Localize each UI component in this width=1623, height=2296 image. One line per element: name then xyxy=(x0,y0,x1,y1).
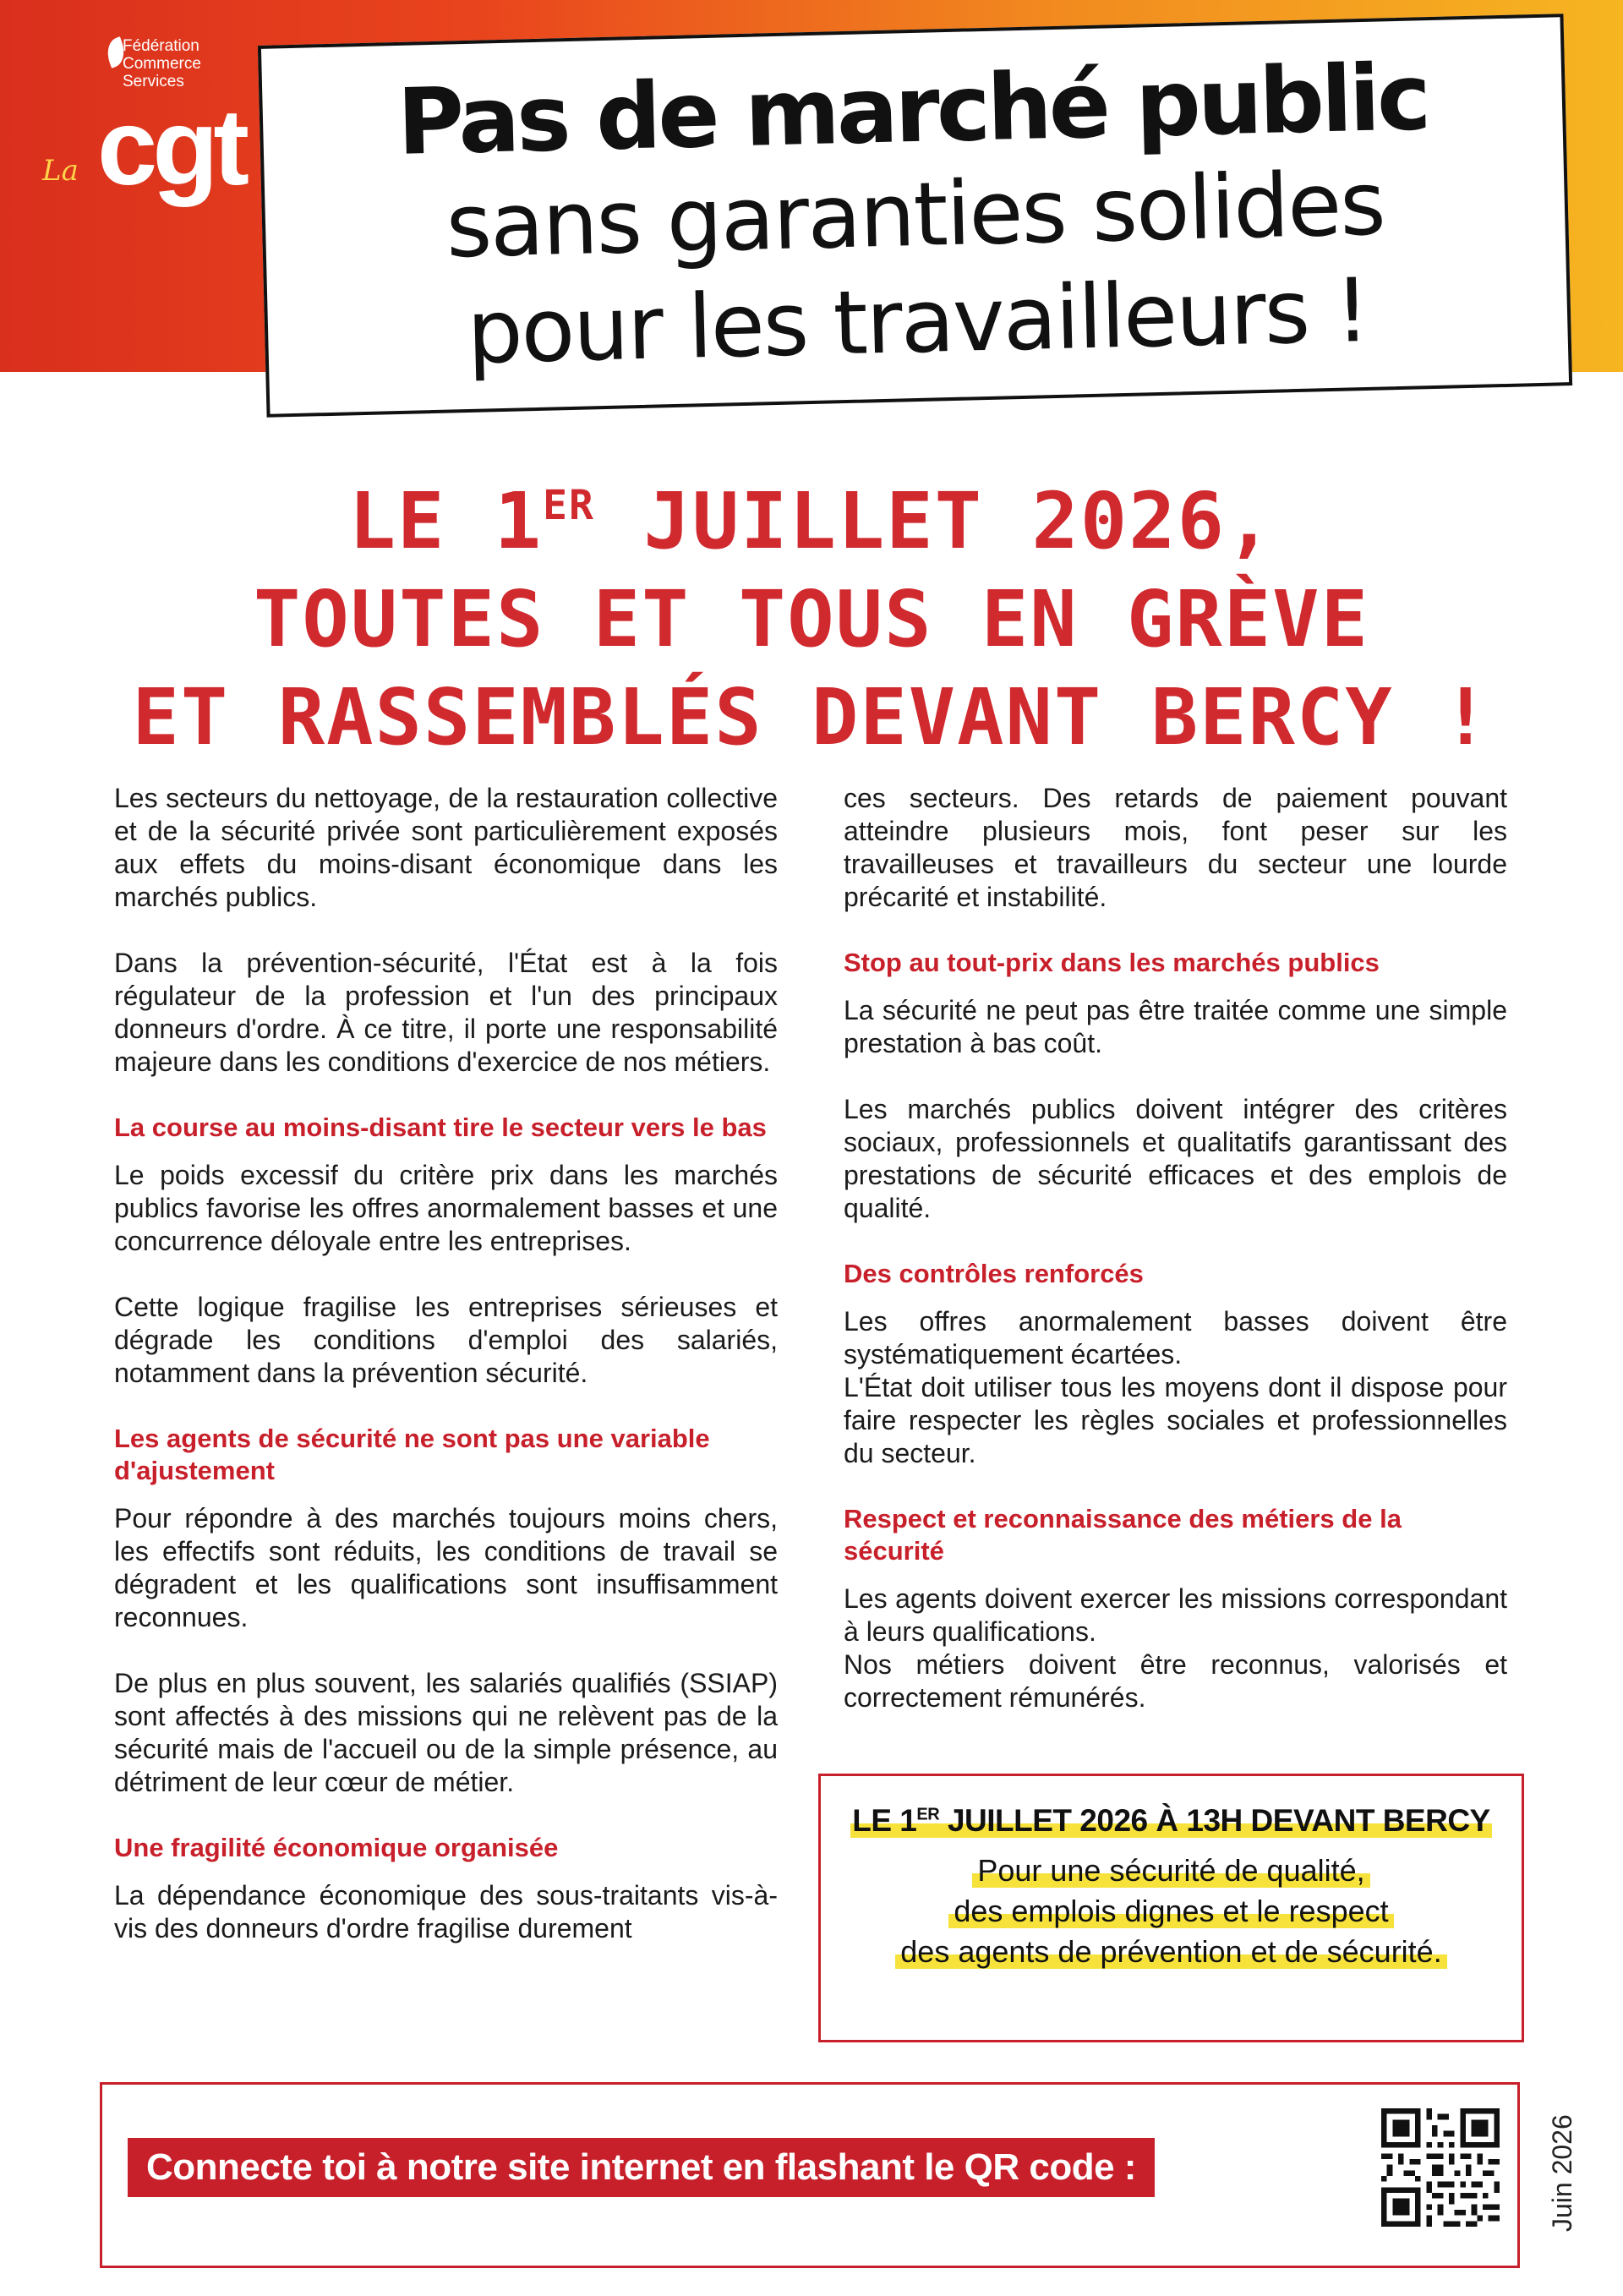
paragraph: Le poids excessif du critère prix dans les marchés publics favorise les offres anormalement basses et une concurrence déloyale entre les entreprises. xyxy=(114,1160,778,1256)
rally-callout xyxy=(818,1774,1524,2042)
section-heading: Respect et reconnaissance des métiers de la sécurité xyxy=(844,1504,1402,1566)
right-column xyxy=(844,782,1507,1747)
title-line-3: pour les travailleurs ! xyxy=(466,258,1370,384)
paragraph: La sécurité ne peut pas être traitée comme une simple prestation à bas coût. xyxy=(844,995,1507,1058)
strike-line-2: TOUTES ET TOUS EN GRÈVE xyxy=(254,574,1369,664)
callout-line-2: des emplois dignes et le respect xyxy=(948,1894,1393,1928)
strike-headline xyxy=(0,456,1623,767)
callout-heading: LE 1ER JUILLET 2026 À 13H DEVANT BERCY xyxy=(852,1803,1490,1838)
strike-line-1: LE 1ER JUILLET 2026, xyxy=(348,476,1275,566)
callout-text xyxy=(821,1850,1522,1972)
paragraph: Les secteurs du nettoyage, de la restauration collective et de la sécurité privée sont particulièrement exposés aux effets du moins-disant économique dans les marchés publics. xyxy=(114,783,778,912)
paragraph: Les agents doivent exercer les missions correspondant à leurs qualifications. xyxy=(844,1583,1507,1647)
section-heading: Une fragilité économique organisée xyxy=(114,1833,559,1862)
paragraph: Dans la prévention-sécurité, l'État est à la fois régulateur de la profession et l'un des principaux donneurs d'ordre. À ce titre, il porte une responsabilité majeure dans les conditions d'exercice de nos métiers. xyxy=(114,948,778,1077)
section-heading: Les agents de sécurité ne sont pas une variable d'ajustement xyxy=(114,1424,710,1485)
callout-line-1: Pour une sécurité de qualité, xyxy=(972,1853,1369,1888)
qr-cta: Connecte toi à notre site internet en flashant le QR code : xyxy=(128,2138,1155,2197)
paragraph: Pour répondre à des marchés toujours moins chers, les effectifs sont réduits, les conditions de travail se dégradent et les qualifications sont insuffisamment reconnues. xyxy=(114,1503,778,1632)
callout-line-3: des agents de prévention et de sécurité. xyxy=(895,1934,1446,1969)
paragraph: De plus en plus souvent, les salariés qualifiés (SSIAP) sont affectés à des missions qui ne relèvent pas de la sécurité mais de l'accueil ou de la simple présence, au détriment de leur cœur de métier. xyxy=(114,1668,778,1797)
paragraph: ces secteurs. Des retards de paiement pouvant atteindre plusieurs mois, font peser sur les travailleuses et travailleurs du secteur une lourde précarité et instabilité. xyxy=(844,783,1507,912)
paragraph: Les offres anormalement basses doivent être systématiquement écartées. xyxy=(844,1306,1507,1369)
paragraph: Cette logique fragilise les entreprises sérieuses et dégrade les conditions d'emploi des salariés, notamment dans la prévention sécurité. xyxy=(114,1292,778,1388)
cgt-wordmark: cgt xyxy=(97,87,244,208)
title-line-2: sans garanties solides xyxy=(445,151,1385,278)
section-heading: La course au moins-disant tire le secteur vers le bas xyxy=(114,1112,767,1142)
issue-date: Juin 2026 xyxy=(1547,2114,1577,2232)
cgt-logo xyxy=(34,25,262,211)
section-heading: Des contrôles renforcés xyxy=(844,1259,1144,1288)
la-script: La xyxy=(42,154,79,188)
footer-box xyxy=(100,2082,1520,2268)
qr-code-icon[interactable] xyxy=(1381,2108,1500,2227)
title-box xyxy=(258,14,1572,418)
left-column xyxy=(114,782,778,1978)
paragraph: Les marchés publics doivent intégrer des critères sociaux, professionnels et qualitatifs garantissant des prestations de sécurité efficaces et des emplois de qualité. xyxy=(844,1094,1507,1223)
title-line-1: Pas de marché public xyxy=(396,45,1429,176)
paragraph: L'État doit utiliser tous les moyens dont il dispose pour faire respecter les règles sociales et professionnelles du secteur. xyxy=(844,1372,1507,1468)
paragraph: La dépendance économique des sous-traitants vis-à-vis des donneurs d'ordre fragilise durement xyxy=(114,1880,778,1943)
section-heading: Stop au tout-prix dans les marchés publics xyxy=(844,948,1380,977)
paragraph: Nos métiers doivent être reconnus, valorisés et correctement rémunérés. xyxy=(844,1649,1507,1713)
strike-line-3: ET RASSEMBLÉS DEVANT BERCY ! xyxy=(132,672,1491,763)
federation-label: Fédération Commerce Services xyxy=(123,37,201,90)
